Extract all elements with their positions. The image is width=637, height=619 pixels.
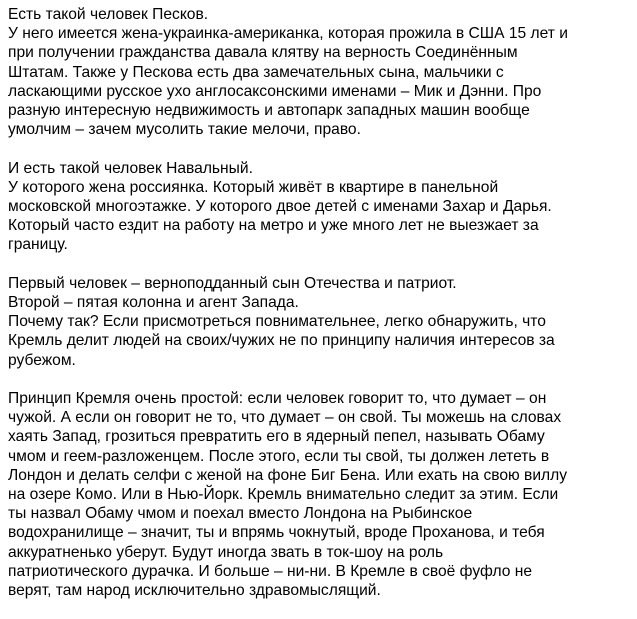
text-line: московской многоэтажке. У которого двое детей с именами Захар и Дарья. <box>8 198 552 216</box>
text-line: разную интересную недвижимость и автопарк западных машин вообще <box>8 102 530 120</box>
text-line: водохранилище – значит, ты и впрямь чокнутый, вроде Проханова, и тебя <box>8 524 545 542</box>
text-line: ласкающими русское ухо англосаксонскими именами – Мик и Дэнни. Про <box>8 82 542 100</box>
text-line: умолчим – зачем мусолить такие мелочи, право. <box>8 121 361 139</box>
text-line: чмом и геем-разложенцем. После этого, если ты свой, ты должен лететь в <box>8 447 550 465</box>
text-line: Принцип Кремля очень простой: если человек говорит то, что думает – он <box>8 390 547 408</box>
text-line: Кремль делит людей на своих/чужих не по принципу наличия интересов за <box>8 332 555 350</box>
paragraph-navalny <box>8 159 633 255</box>
text-line: У которого жена россиянка. Который живёт в квартире в панельной <box>8 178 499 196</box>
text-line: Штатам. Также у Пескова есть два замечательных сына, мальчики с <box>8 63 504 81</box>
text-line: патриотического дурачка. И больше – ни-ни. В Кремле в своё фуфло не <box>8 562 533 580</box>
text-line: И есть такой человек Навальный. <box>8 159 253 177</box>
text-line: хаять Запад, грозиться превратить его в ядерный пепел, называть Обаму <box>8 428 545 446</box>
text-line: У него имеется жена-украинка-американка, которая прожила в США 15 лет и <box>8 25 568 43</box>
text-line: чужой. А если он говорит не то, что думает – он свой. Ты можешь на словах <box>8 409 562 427</box>
text-line: на озере Комо. Или в Нью-Йорк. Кремль внимательно следит за этим. Если <box>8 486 559 504</box>
text-line: Почему так? Если присмотреться повнимательнее, легко обнаружить, что <box>8 313 546 331</box>
text-line: границу. <box>8 236 68 254</box>
text-line: рубежом. <box>8 351 76 369</box>
text-line: верят, там народ исключительно здравомыслящий. <box>8 582 381 600</box>
paragraph-kremlin-principle <box>8 389 633 600</box>
text-line: Есть такой человек Песков. <box>8 6 209 23</box>
text-line: аккуратненько уберут. Будут иногда звать в ток-шоу на роль <box>8 543 444 561</box>
text-line: ты назвал Обаму чмом и поехал вместо Лондона на Рыбинское <box>8 505 473 523</box>
text-line: при получении гражданства давала клятву на верность Соединённым <box>8 44 518 62</box>
text-line: Второй – пятая колонна и агент Запада. <box>8 294 299 312</box>
text-line: Который часто ездит на работу на метро и уже много лет не выезжает за <box>8 217 539 235</box>
text-line: Лондон и делать селфи с женой на фоне Биг Бена. Или ехать на свою виллу <box>8 466 568 484</box>
text-document <box>8 5 633 619</box>
paragraph-comparison <box>8 274 633 370</box>
paragraph-peskov <box>8 5 633 139</box>
text-line: Первый человек – верноподданный сын Отечества и патриот. <box>8 274 457 292</box>
